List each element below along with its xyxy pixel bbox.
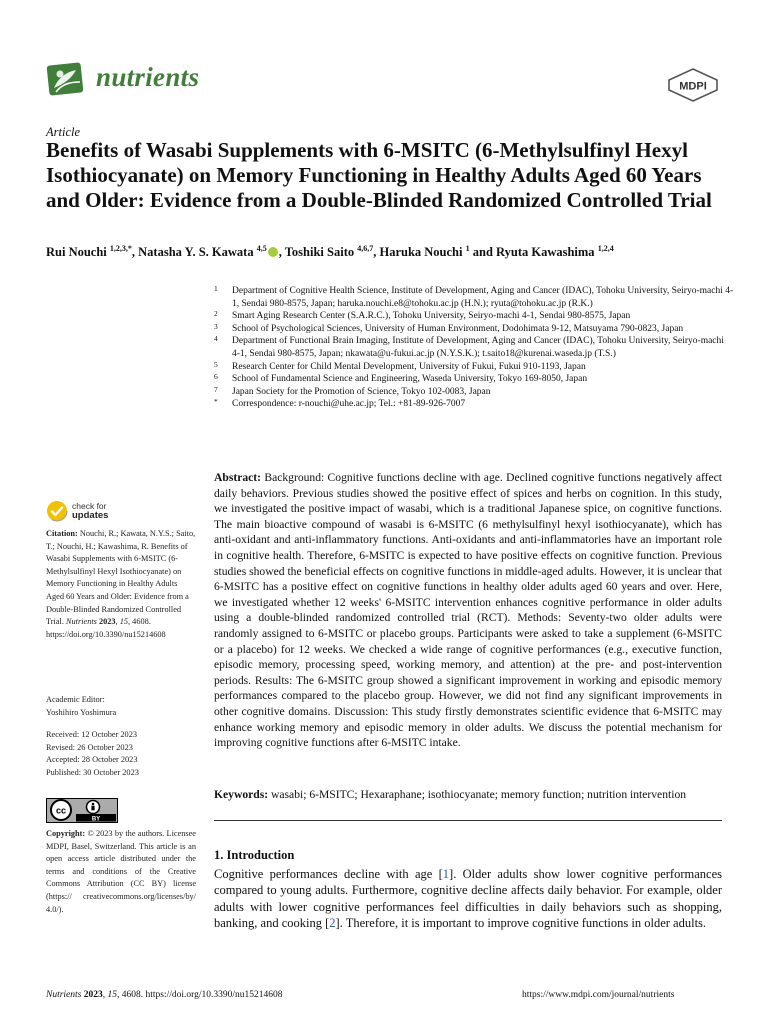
svg-text:cc: cc — [55, 805, 67, 816]
affiliation-text: Smart Aging Research Center (S.A.R.C.), Tohoku University, Seiryo-machi 4-1, Sendai 980-8575, Japan — [232, 311, 631, 322]
copyright-notice — [46, 828, 196, 916]
affiliation-item — [214, 361, 734, 374]
copyright-text: © 2023 by the authors. Licensee MDPI, Basel, Switzerland. This article is an open access article distributed under the terms and conditions of the Creative Commons Attribution (CC BY) license (https:// creativecommons.org/licenses/by/ 4.0/). — [46, 829, 196, 914]
affiliation-text: Department of Functional Brain Imaging, Institute of Development, Aging and Cancer (IDAC), Tohoku University, Seiryo-machi 4-1, Sendai 980-8575, Japan; nkawata@u-fukui.ac.jp (N.Y.S.K.); t.saito18@kurenai.waseda.jp (T.S.) — [232, 336, 724, 359]
intro-text: ]. Therefore, it is important to improve cognitive functions in older adults. — [335, 915, 707, 930]
affiliation-mark: 6 — [214, 372, 218, 382]
affiliation-item — [214, 310, 734, 323]
affiliation-text: Japan Society for the Promotion of Science, Tokyo 102-0083, Japan — [232, 386, 491, 397]
check-updates-text: check for — [72, 501, 107, 511]
footer-volume: 15 — [107, 990, 117, 1000]
author-separator: , — [373, 245, 380, 260]
orcid-icon[interactable] — [268, 247, 278, 257]
check-for-updates-icon — [46, 500, 68, 522]
author-affiliation-marks: 1,2,4 — [597, 244, 614, 253]
keywords — [214, 787, 722, 802]
affiliation-item — [214, 285, 734, 310]
footer-citation: Nutrients 2023, 15, 4608. https://doi.org/10.3390/nu15214608 — [46, 990, 283, 1000]
citation-label: Citation: — [46, 529, 78, 538]
corresponding-mark: * — [127, 244, 132, 253]
affiliation-text: Correspondence: r-nouchi@uhe.ac.jp; Tel.: +81-89-926-7007 — [232, 399, 466, 410]
affiliation-mark: 1 — [214, 284, 218, 293]
abstract-text: Background: Cognitive functions decline with age. Declined cognitive functions negatively affect daily behaviors. Previous studies showed the positive effect of spices and herbs on cognition. In this study, we investigated the positive impact of wasabi, which is a traditional Japanese spice, on cognitive functions. The main bioactive compound of wasabi is 6-MSITC (6 methylsulfinyl hexyl isothiocyanate), which has anti-oxidant and anti-inflammatory functions. Anti-oxidants and anti-inflammatories have an important role in cognitive health. Therefore, 6-MSITC is expected to have positive effects on cognitive function. Previous studies showed the beneficial effects on cognitive functions in middle-aged adults. However, it is unclear that 6-MSITC has a positive effect on cognitive functions in healthy older adults aged 60 years and over. Here, we investigated whether 12 weeks' 6-MSITC intervention enhances cognitive performance in older adults using a double-blinded randomized controlled trial (RCT). Methods: Seventy-two older adults were randomly assigned to 6-MSITC or placebo groups. Participants were asked to take a supplement (6-MSITC or a placebo) for 12 weeks. We checked a wide range of cognitive performances (e.g., executive function, episodic memory, processing speed, working memory, and attention) at the pre- and post-intervention periods. Results: The 6-MSITC group showed a significant improvement in working and episodic memory performances compared to the placebo group. However, we did not find any significant improvements in other cognitive domains. Discussion: This study firstly demonstrates scientific evidence that 6-MSITC may enhance working memory and episodic memory in older adults. We discuss the potential mechanism for improving cognitive functions after 6-MSITC intake. — [214, 471, 722, 750]
affiliations — [214, 285, 734, 411]
citation-year: 2023 — [98, 617, 116, 627]
nutrients-logo-icon — [44, 62, 88, 98]
copyright-label: Copyright: — [46, 829, 86, 838]
author-name[interactable]: Natasha Y. S. Kawata — [138, 245, 254, 260]
cc-by-text: BY — [91, 816, 101, 823]
introduction-paragraph — [214, 866, 722, 931]
abstract-label: Abstract: — [214, 471, 262, 484]
section-divider — [214, 820, 722, 821]
affiliation-text: Research Center for Child Mental Development, University of Fukui, Fukui 910-1193, Japan — [232, 361, 586, 372]
mdpi-logo-text: MDPI — [679, 80, 707, 93]
footer-year: 2023 — [83, 990, 103, 1000]
citation-volume: 15 — [119, 617, 129, 627]
cc-by-license-icon[interactable] — [46, 798, 118, 823]
keywords-text: wasabi; 6-MSITC; Hexaraphane; isothiocyanate; memory function; nutrition intervention — [271, 788, 687, 801]
author-affiliation-marks: 1,2,3, — [109, 244, 128, 253]
article-title: Benefits of Wasabi Supplements with 6-MSITC (6-Methylsulfinyl Hexyl Isothiocyanate) on Memory Functioning in Healthy Adults Aged 60 Years and Older: Evidence from a Double-Blinded Randomized Controlled Trial — [46, 138, 712, 212]
affiliation-mark: * — [214, 397, 218, 407]
keywords-label: Keywords: — [214, 788, 269, 801]
mdpi-logo[interactable] — [666, 68, 720, 102]
publication-dates — [46, 729, 196, 779]
affiliation-item — [214, 323, 734, 336]
citation-journal: Nutrients — [66, 617, 97, 627]
author-name[interactable]: Haruka Nouchi — [379, 245, 463, 260]
affiliation-text: School of Psychological Sciences, University of Human Environment, Dodohimata 9-12, Matsuyama 790-0823, Japan — [232, 323, 684, 334]
author-affiliation-marks: 4,5 — [256, 244, 267, 253]
date-accepted: Accepted: 28 October 2023 — [46, 755, 138, 765]
affiliation-item — [214, 373, 734, 386]
affiliation-item — [214, 386, 734, 399]
affiliation-mark: 3 — [214, 321, 218, 331]
check-updates-label: updates — [72, 510, 109, 521]
footer-doi[interactable]: , 4608. https://doi.org/10.3390/nu15214608 — [117, 990, 283, 1000]
affiliation-text: School of Fundamental Science and Engineering, Waseda University, Tokyo 169-8050, Japan — [232, 374, 588, 385]
article-type: Article — [46, 125, 81, 139]
reference-link[interactable]: 1 — [442, 867, 450, 881]
academic-editor — [46, 694, 196, 719]
citation-block: Citation: Nouchi, R.; Kawata, N.Y.S.; Saito, T.; Nouchi, H.; Kawashima, R. Benefits of Wasabi Supplements with 6-MSITC (6-Methylsulfinyl Hexyl Isothiocyanate) on Memory Functioning in Healthy Adults Aged 60 Years and Older: Evidence from a Double-Blinded Randomized Controlled Trial. Nutrients 2023, 15, 4608. https://doi.org/10.3390/nu15214608 — [46, 529, 196, 639]
author-list — [46, 244, 736, 260]
section-heading-introduction: 1. Introduction — [214, 848, 295, 862]
intro-text: Cognitive performances decline with age [ — [214, 867, 443, 881]
intro-text: ]. Older adults show lower cognitive performances compared to young adults. Furthermore, cognitive decline affects daily behavior. For example, older adults with lower cognitive performances feel difficulties in daily behaviors such as shopping, banking, and cooking [ — [214, 867, 722, 930]
author-separator: , — [131, 245, 139, 260]
affiliation-mark: 2 — [214, 309, 218, 319]
author-separator: , — [278, 245, 285, 260]
affiliation-mark: 7 — [214, 384, 218, 394]
journal-name[interactable]: nutrients — [96, 62, 200, 92]
author-affiliation-marks: 1 — [465, 244, 470, 253]
editor-label: Academic Editor: — [46, 695, 105, 704]
author-name[interactable]: Toshiki Saito — [284, 245, 355, 260]
affiliation-mark: 4 — [214, 334, 218, 344]
citation-text: Nouchi, R.; Kawata, N.Y.S.; Saito, T.; Nouchi, H.; Kawashima, R. Benefits of Wasabi Supplements with 6-MSITC (6-Methylsulfinyl Hexyl Isothiocyanate) on Memory Functioning in Healthy Adults Aged 60 Years and Older: Evidence from a Double-Blinded Randomized Controlled Trial. — [46, 529, 196, 627]
footer-journal: Nutrients — [46, 990, 82, 1000]
author-separator: and — [469, 245, 497, 260]
author-name[interactable]: Rui Nouchi — [46, 245, 107, 260]
reference-link[interactable]: 2 — [329, 915, 336, 930]
date-revised: Revised: 26 October 2023 — [46, 742, 133, 752]
affiliation-item — [214, 398, 734, 411]
footer-journal-url[interactable]: https://www.mdpi.com/journal/nutrients — [522, 990, 675, 1000]
abstract — [214, 470, 722, 751]
author-affiliation-marks: 4,6,7 — [357, 244, 374, 253]
date-received: Received: 12 October 2023 — [46, 730, 138, 739]
affiliation-text: Department of Cognitive Health Science, Institute of Development, Aging and Cancer (IDAC), Tohoku University, Seiryo-machi 4-1, Sendai 980-8575, Japan; haruka.nouchi.e8@tohoku.ac.jp (H.N.); ryuta@tohoku.ac.jp (R.K.) — [232, 286, 734, 309]
date-published: Published: 30 October 2023 — [46, 767, 139, 777]
editor-name: Yoshihiro Yoshimura — [46, 707, 117, 717]
citation-doi[interactable]: 4608. https://doi.org/10.3390/nu15214608 — [46, 617, 166, 639]
affiliation-item — [214, 335, 734, 360]
author-name[interactable]: Ryuta Kawashima — [496, 245, 595, 260]
check-for-updates-button[interactable] — [46, 499, 156, 525]
affiliation-mark: 5 — [214, 359, 218, 369]
